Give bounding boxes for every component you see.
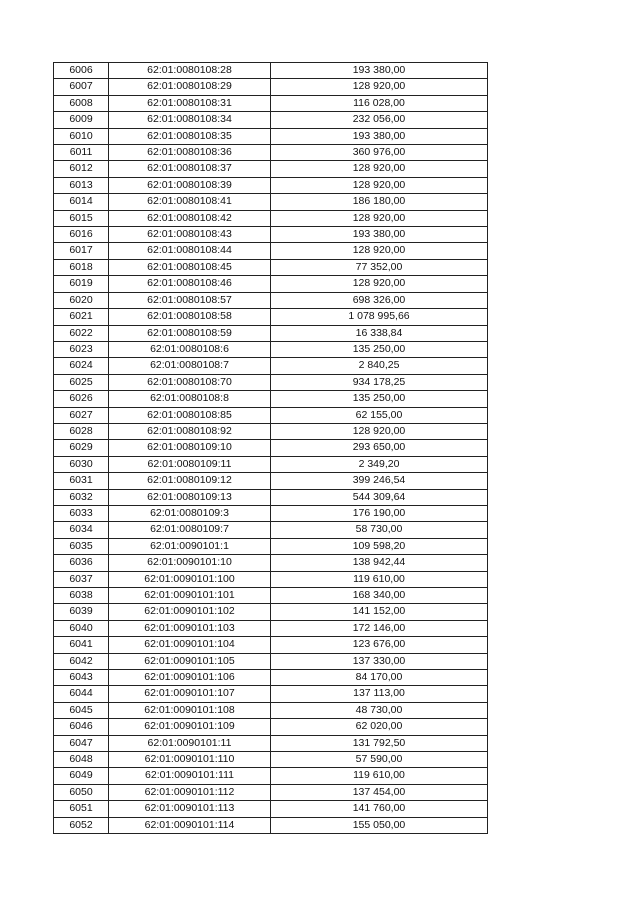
row-number-cell: 6006 <box>54 63 109 79</box>
value-cell: 128 920,00 <box>271 243 488 259</box>
cadastral-number-cell: 62:01:0080108:8 <box>109 391 271 407</box>
value-cell: 698 326,00 <box>271 292 488 308</box>
row-number-cell: 6015 <box>54 210 109 226</box>
cadastral-number-cell: 62:01:0080109:12 <box>109 473 271 489</box>
value-cell: 128 920,00 <box>271 210 488 226</box>
value-cell: 141 760,00 <box>271 801 488 817</box>
table-row <box>54 686 488 702</box>
value-cell: 135 250,00 <box>271 341 488 357</box>
cadastral-number-cell: 62:01:0080108:70 <box>109 374 271 390</box>
table-row <box>54 555 488 571</box>
cadastral-number-cell: 62:01:0090101:112 <box>109 784 271 800</box>
table-row <box>54 489 488 505</box>
cadastral-number-cell: 62:01:0090101:103 <box>109 620 271 636</box>
row-number-cell: 6014 <box>54 194 109 210</box>
table-row <box>54 752 488 768</box>
row-number-cell: 6012 <box>54 161 109 177</box>
table-row <box>54 719 488 735</box>
row-number-cell: 6031 <box>54 473 109 489</box>
row-number-cell: 6020 <box>54 292 109 308</box>
row-number-cell: 6050 <box>54 784 109 800</box>
table-row <box>54 161 488 177</box>
value-cell: 168 340,00 <box>271 588 488 604</box>
cadastral-number-cell: 62:01:0080108:59 <box>109 325 271 341</box>
cadastral-number-cell: 62:01:0090101:113 <box>109 801 271 817</box>
table-row <box>54 227 488 243</box>
value-cell: 544 309,64 <box>271 489 488 505</box>
value-cell: 128 920,00 <box>271 177 488 193</box>
row-number-cell: 6049 <box>54 768 109 784</box>
row-number-cell: 6009 <box>54 112 109 128</box>
row-number-cell: 6033 <box>54 505 109 521</box>
value-cell: 186 180,00 <box>271 194 488 210</box>
table-row <box>54 391 488 407</box>
cadastral-number-cell: 62:01:0080108:43 <box>109 227 271 243</box>
row-number-cell: 6051 <box>54 801 109 817</box>
table-row <box>54 702 488 718</box>
row-number-cell: 6035 <box>54 538 109 554</box>
row-number-cell: 6024 <box>54 358 109 374</box>
cadastral-number-cell: 62:01:0080108:85 <box>109 407 271 423</box>
table-row <box>54 538 488 554</box>
cadastral-number-cell: 62:01:0090101:111 <box>109 768 271 784</box>
table-row <box>54 571 488 587</box>
row-number-cell: 6036 <box>54 555 109 571</box>
table-row <box>54 177 488 193</box>
table-row <box>54 309 488 325</box>
cadastral-number-cell: 62:01:0090101:104 <box>109 637 271 653</box>
cadastral-number-cell: 62:01:0080108:34 <box>109 112 271 128</box>
row-number-cell: 6047 <box>54 735 109 751</box>
value-cell: 176 190,00 <box>271 505 488 521</box>
value-cell: 1 078 995,66 <box>271 309 488 325</box>
cadastral-number-cell: 62:01:0080108:58 <box>109 309 271 325</box>
row-number-cell: 6029 <box>54 440 109 456</box>
value-cell: 119 610,00 <box>271 571 488 587</box>
value-cell: 232 056,00 <box>271 112 488 128</box>
value-cell: 62 155,00 <box>271 407 488 423</box>
value-cell: 128 920,00 <box>271 79 488 95</box>
value-cell: 155 050,00 <box>271 817 488 833</box>
row-number-cell: 6044 <box>54 686 109 702</box>
row-number-cell: 6013 <box>54 177 109 193</box>
row-number-cell: 6030 <box>54 456 109 472</box>
value-cell: 138 942,44 <box>271 555 488 571</box>
value-cell: 84 170,00 <box>271 670 488 686</box>
table-row <box>54 325 488 341</box>
table-row <box>54 95 488 111</box>
row-number-cell: 6025 <box>54 374 109 390</box>
value-cell: 141 152,00 <box>271 604 488 620</box>
value-cell: 399 246,54 <box>271 473 488 489</box>
row-number-cell: 6038 <box>54 588 109 604</box>
cadastral-number-cell: 62:01:0090101:109 <box>109 719 271 735</box>
table-row <box>54 407 488 423</box>
table-row <box>54 588 488 604</box>
cadastral-number-cell: 62:01:0080108:46 <box>109 276 271 292</box>
value-cell: 123 676,00 <box>271 637 488 653</box>
row-number-cell: 6048 <box>54 752 109 768</box>
row-number-cell: 6026 <box>54 391 109 407</box>
table-row <box>54 358 488 374</box>
table-row <box>54 423 488 439</box>
value-cell: 128 920,00 <box>271 161 488 177</box>
value-cell: 193 380,00 <box>271 227 488 243</box>
value-cell: 77 352,00 <box>271 259 488 275</box>
cadastral-number-cell: 62:01:0090101:105 <box>109 653 271 669</box>
value-cell: 116 028,00 <box>271 95 488 111</box>
cadastral-number-cell: 62:01:0090101:11 <box>109 735 271 751</box>
value-cell: 172 146,00 <box>271 620 488 636</box>
cadastral-number-cell: 62:01:0080109:7 <box>109 522 271 538</box>
value-cell: 193 380,00 <box>271 128 488 144</box>
value-cell: 109 598,20 <box>271 538 488 554</box>
row-number-cell: 6016 <box>54 227 109 243</box>
table-row <box>54 653 488 669</box>
table-row <box>54 145 488 161</box>
cadastral-number-cell: 62:01:0080108:39 <box>109 177 271 193</box>
cadastral-number-cell: 62:01:0080108:57 <box>109 292 271 308</box>
table-row <box>54 456 488 472</box>
cadastral-number-cell: 62:01:0080108:41 <box>109 194 271 210</box>
table-row <box>54 522 488 538</box>
cadastral-number-cell: 62:01:0090101:107 <box>109 686 271 702</box>
cadastral-number-cell: 62:01:0080108:6 <box>109 341 271 357</box>
table-row <box>54 374 488 390</box>
row-number-cell: 6034 <box>54 522 109 538</box>
value-cell: 2 349,20 <box>271 456 488 472</box>
value-cell: 128 920,00 <box>271 276 488 292</box>
row-number-cell: 6019 <box>54 276 109 292</box>
value-cell: 128 920,00 <box>271 423 488 439</box>
value-cell: 57 590,00 <box>271 752 488 768</box>
row-number-cell: 6018 <box>54 259 109 275</box>
value-cell: 137 113,00 <box>271 686 488 702</box>
cadastral-number-cell: 62:01:0080108:44 <box>109 243 271 259</box>
table-row <box>54 128 488 144</box>
row-number-cell: 6041 <box>54 637 109 653</box>
table-row <box>54 604 488 620</box>
table-row <box>54 637 488 653</box>
cadastral-number-cell: 62:01:0090101:102 <box>109 604 271 620</box>
table-row <box>54 817 488 833</box>
row-number-cell: 6022 <box>54 325 109 341</box>
row-number-cell: 6043 <box>54 670 109 686</box>
value-cell: 293 650,00 <box>271 440 488 456</box>
row-number-cell: 6010 <box>54 128 109 144</box>
table-row <box>54 768 488 784</box>
row-number-cell: 6032 <box>54 489 109 505</box>
table-row <box>54 670 488 686</box>
table-row <box>54 292 488 308</box>
table-row <box>54 620 488 636</box>
table-row <box>54 194 488 210</box>
value-cell: 193 380,00 <box>271 63 488 79</box>
value-cell: 62 020,00 <box>271 719 488 735</box>
cadastral-number-cell: 62:01:0090101:110 <box>109 752 271 768</box>
value-cell: 58 730,00 <box>271 522 488 538</box>
cadastral-number-cell: 62:01:0080109:13 <box>109 489 271 505</box>
value-cell: 131 792,50 <box>271 735 488 751</box>
table-row <box>54 341 488 357</box>
row-number-cell: 6017 <box>54 243 109 259</box>
cadastral-number-cell: 62:01:0080109:11 <box>109 456 271 472</box>
row-number-cell: 6052 <box>54 817 109 833</box>
cadastral-number-cell: 62:01:0080108:28 <box>109 63 271 79</box>
row-number-cell: 6007 <box>54 79 109 95</box>
value-cell: 2 840,25 <box>271 358 488 374</box>
row-number-cell: 6027 <box>54 407 109 423</box>
value-cell: 934 178,25 <box>271 374 488 390</box>
row-number-cell: 6028 <box>54 423 109 439</box>
table-row <box>54 210 488 226</box>
table-row <box>54 473 488 489</box>
cadastral-number-cell: 62:01:0090101:1 <box>109 538 271 554</box>
value-cell: 119 610,00 <box>271 768 488 784</box>
table-row <box>54 505 488 521</box>
row-number-cell: 6042 <box>54 653 109 669</box>
cadastral-number-cell: 62:01:0090101:101 <box>109 588 271 604</box>
cadastral-number-cell: 62:01:0090101:106 <box>109 670 271 686</box>
table-row <box>54 735 488 751</box>
table-row <box>54 63 488 79</box>
cadastral-number-cell: 62:01:0090101:10 <box>109 555 271 571</box>
table-row <box>54 801 488 817</box>
row-number-cell: 6039 <box>54 604 109 620</box>
cadastral-number-cell: 62:01:0090101:100 <box>109 571 271 587</box>
cadastral-number-cell: 62:01:0080108:45 <box>109 259 271 275</box>
cadastral-number-cell: 62:01:0080108:42 <box>109 210 271 226</box>
cadastral-number-cell: 62:01:0080108:92 <box>109 423 271 439</box>
table-row <box>54 276 488 292</box>
cadastral-number-cell: 62:01:0080108:31 <box>109 95 271 111</box>
table-row <box>54 79 488 95</box>
row-number-cell: 6011 <box>54 145 109 161</box>
value-cell: 137 330,00 <box>271 653 488 669</box>
table-body <box>54 63 488 834</box>
table-row <box>54 243 488 259</box>
value-cell: 135 250,00 <box>271 391 488 407</box>
value-cell: 360 976,00 <box>271 145 488 161</box>
cadastral-value-table <box>53 62 488 834</box>
table-row <box>54 440 488 456</box>
row-number-cell: 6023 <box>54 341 109 357</box>
row-number-cell: 6040 <box>54 620 109 636</box>
row-number-cell: 6008 <box>54 95 109 111</box>
cadastral-number-cell: 62:01:0090101:108 <box>109 702 271 718</box>
table-row <box>54 112 488 128</box>
row-number-cell: 6037 <box>54 571 109 587</box>
row-number-cell: 6046 <box>54 719 109 735</box>
row-number-cell: 6045 <box>54 702 109 718</box>
cadastral-number-cell: 62:01:0080108:35 <box>109 128 271 144</box>
value-cell: 48 730,00 <box>271 702 488 718</box>
row-number-cell: 6021 <box>54 309 109 325</box>
value-cell: 16 338,84 <box>271 325 488 341</box>
cadastral-number-cell: 62:01:0080109:3 <box>109 505 271 521</box>
cadastral-number-cell: 62:01:0080108:29 <box>109 79 271 95</box>
value-cell: 137 454,00 <box>271 784 488 800</box>
table-row <box>54 784 488 800</box>
table-row <box>54 259 488 275</box>
cadastral-number-cell: 62:01:0090101:114 <box>109 817 271 833</box>
cadastral-number-cell: 62:01:0080108:36 <box>109 145 271 161</box>
cadastral-number-cell: 62:01:0080108:37 <box>109 161 271 177</box>
cadastral-number-cell: 62:01:0080108:7 <box>109 358 271 374</box>
cadastral-number-cell: 62:01:0080109:10 <box>109 440 271 456</box>
